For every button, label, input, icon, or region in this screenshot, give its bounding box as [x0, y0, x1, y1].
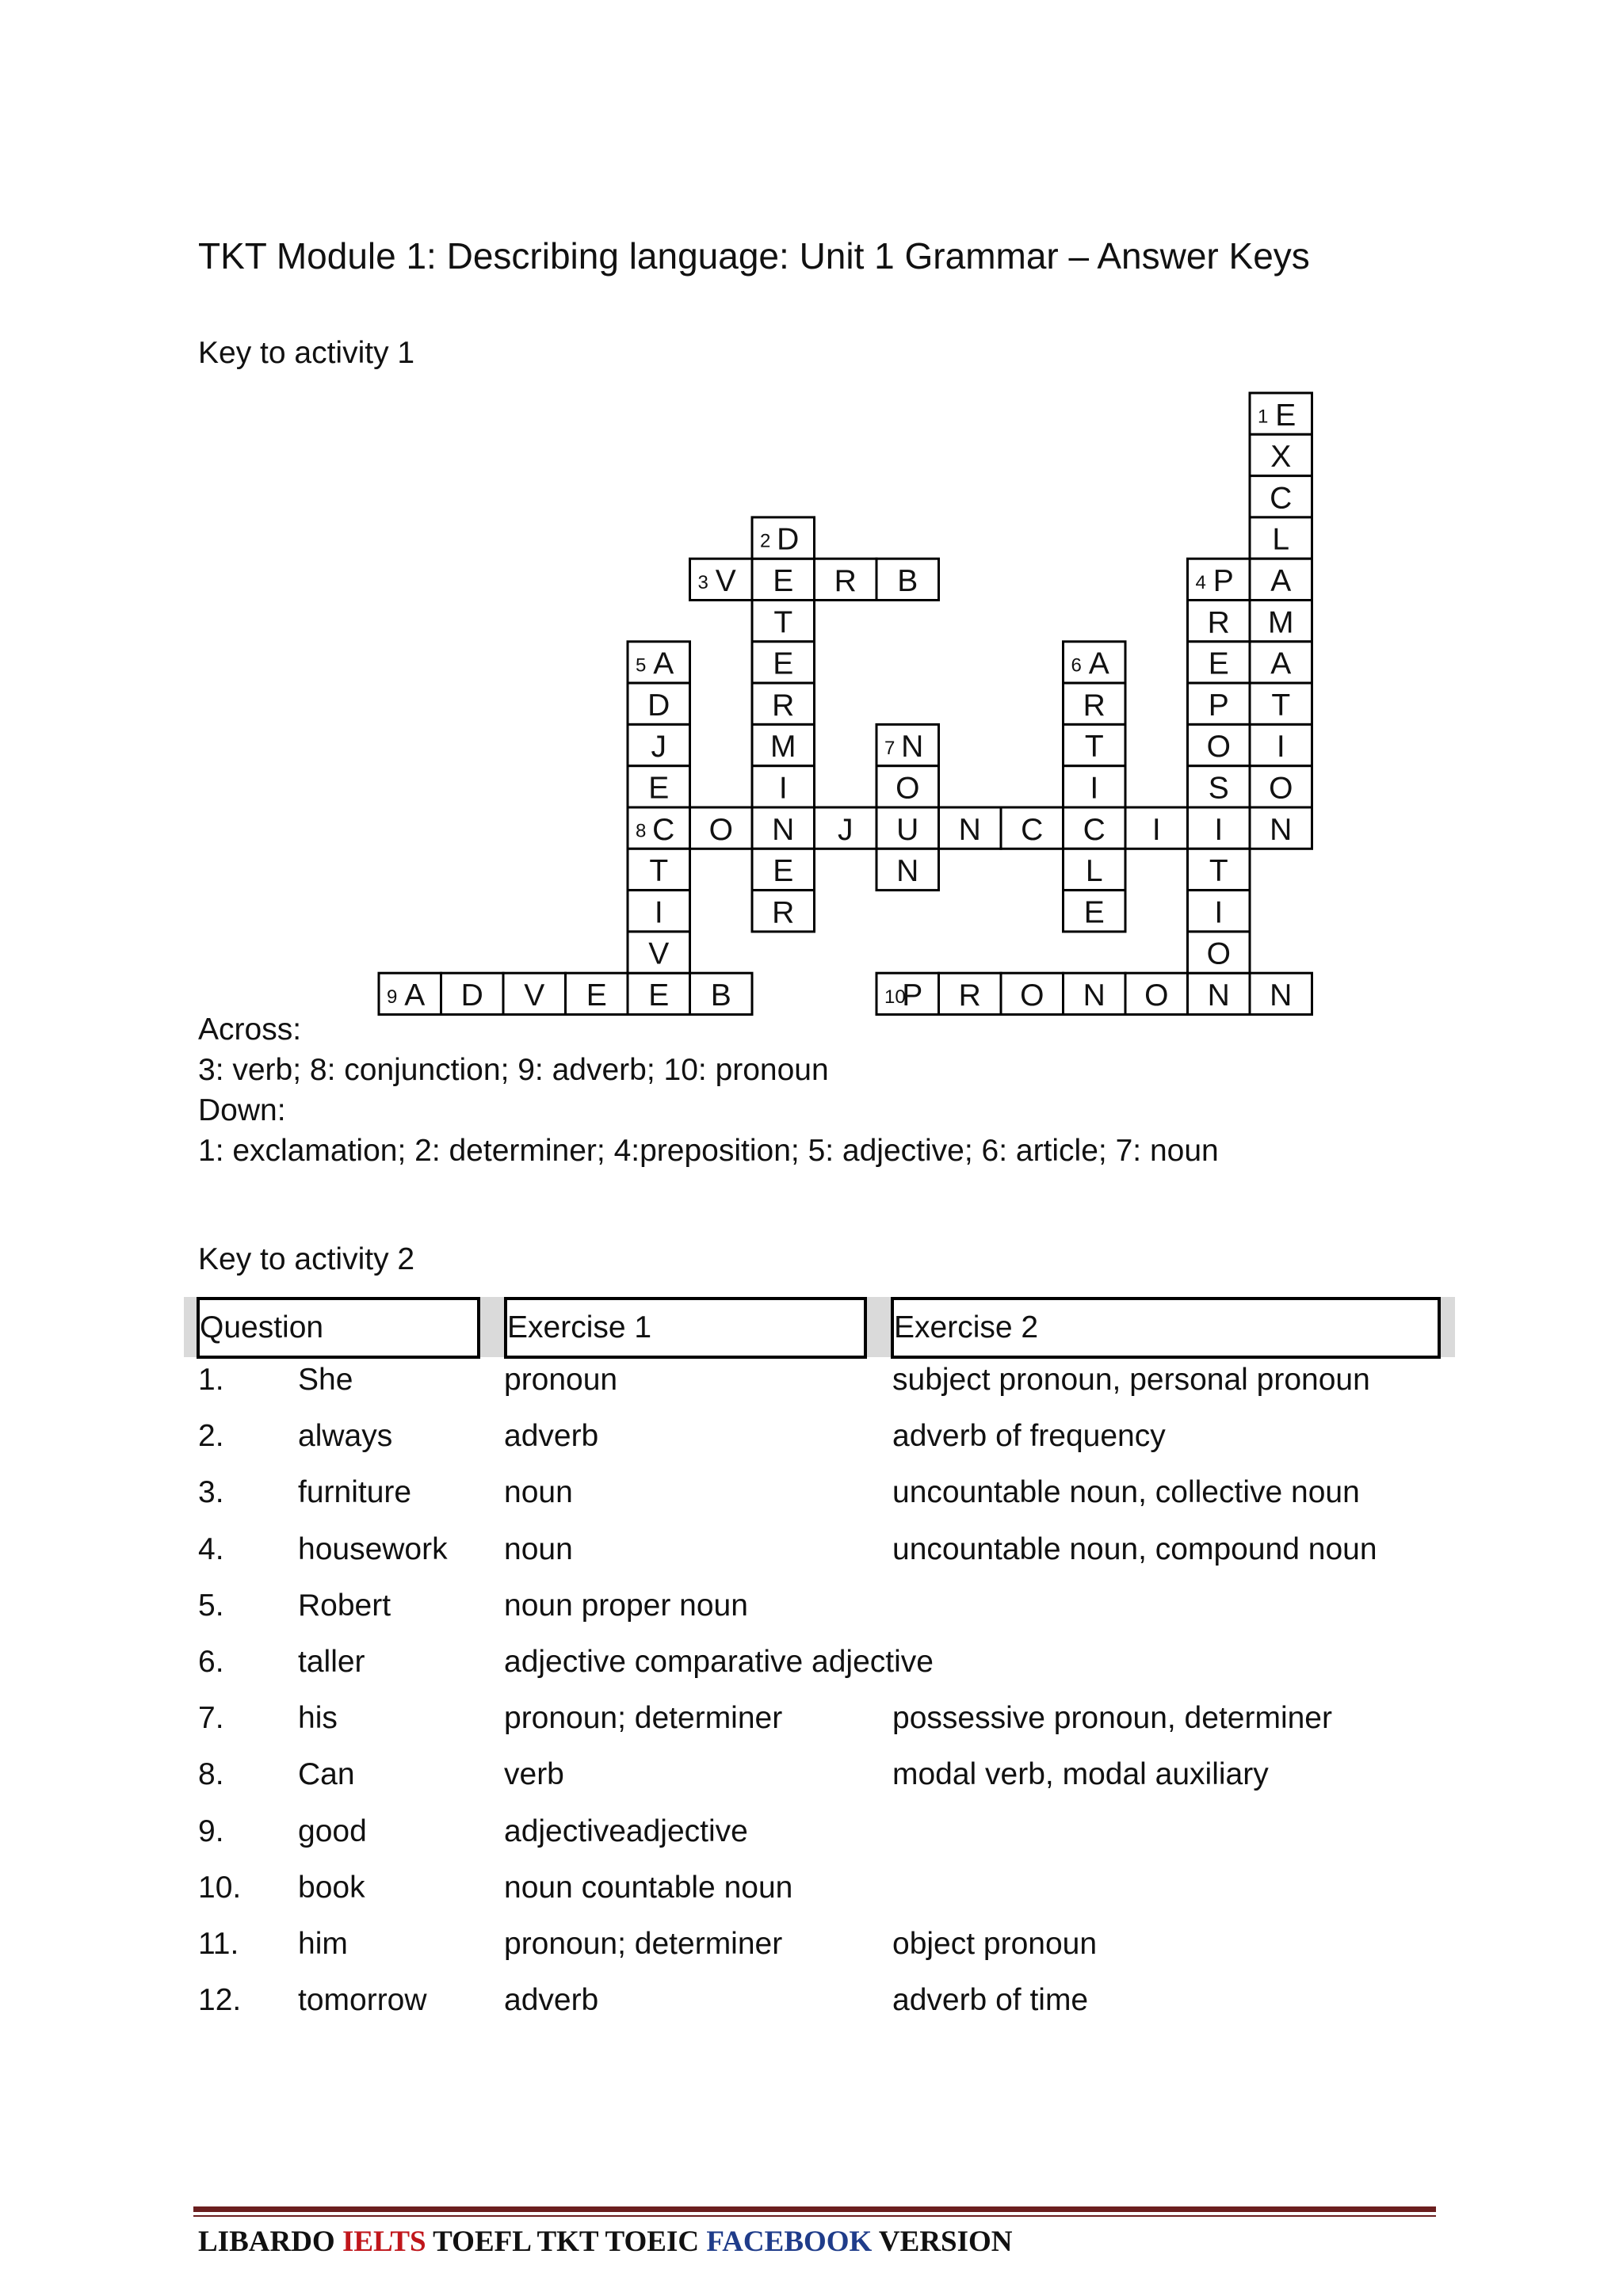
crossword-cell	[1188, 973, 1251, 1014]
crossword-cell	[876, 559, 939, 600]
cell-num: 2.	[198, 1419, 224, 1454]
crossword-cell	[815, 559, 877, 600]
cell-word: She	[298, 1363, 353, 1397]
crossword-cell	[1250, 434, 1312, 475]
cell-ex1: adjectiveadjective	[504, 1814, 748, 1848]
cell-letter: L	[1085, 854, 1103, 889]
cell-letter: A	[1270, 563, 1292, 598]
clue-number: 5	[636, 654, 647, 677]
cell-letter: N	[958, 812, 981, 847]
cell-letter: D	[460, 978, 483, 1013]
table-row	[0, 1589, 1623, 1636]
cell-word: always	[298, 1419, 393, 1454]
cell-letter: E	[586, 978, 607, 1013]
cell-word: taller	[298, 1645, 365, 1679]
cell-letter: T	[1271, 688, 1291, 723]
cell-letter: E	[773, 563, 794, 598]
cell-letter: R	[772, 895, 795, 930]
crossword-cell	[1188, 807, 1251, 849]
table-row	[0, 1814, 1623, 1862]
crossword-cell	[690, 559, 753, 600]
cell-letter: V	[715, 563, 736, 598]
cell-num: 6.	[198, 1645, 224, 1679]
crossword-cell	[1250, 559, 1312, 600]
crossword-cell	[752, 517, 815, 559]
crossword-cell	[1250, 683, 1312, 724]
table-row	[0, 1645, 1623, 1692]
clue-list	[198, 1009, 1219, 1171]
cell-letter: J	[838, 812, 854, 847]
cell-letter: I	[1090, 771, 1099, 806]
crossword-cell	[1001, 973, 1064, 1014]
crossword-cell	[628, 807, 690, 849]
cell-letter: O	[1020, 978, 1044, 1013]
cell-letter: P	[902, 978, 923, 1013]
cell-word: Can	[298, 1757, 355, 1792]
crossword-cell	[1250, 766, 1312, 807]
crossword-cell	[876, 849, 939, 890]
crossword-cell	[1064, 766, 1126, 807]
cell-letter: B	[710, 978, 731, 1013]
header-exercise-1: Exercise 1	[504, 1297, 867, 1359]
cell-letter: E	[648, 978, 670, 1013]
crossword-cell	[1188, 559, 1251, 600]
crossword-cell	[503, 973, 566, 1014]
cell-ex1: pronoun	[504, 1363, 618, 1397]
crossword-cell	[1064, 683, 1126, 724]
cell-ex2: object pronoun	[892, 1927, 1098, 1961]
cell-letter: V	[524, 978, 545, 1013]
cell-letter: A	[1270, 646, 1292, 681]
clue-number: 6	[1071, 654, 1082, 677]
crossword-cell	[1064, 891, 1126, 932]
cell-letter: N	[1207, 978, 1230, 1013]
crossword-cell	[1188, 601, 1251, 642]
crossword-cell	[1001, 807, 1064, 849]
crossword-cell	[876, 807, 939, 849]
table-row	[0, 1419, 1623, 1466]
cell-letter: P	[1212, 563, 1234, 598]
crossword-cell	[628, 766, 690, 807]
cell-letter: V	[648, 936, 670, 971]
crossword-cell	[1064, 973, 1126, 1014]
footer-part-3: TOEFL TKT TOEIC	[426, 2225, 707, 2258]
cell-letter: I	[1214, 895, 1224, 930]
crossword-cell	[752, 849, 815, 890]
cell-letter: N	[901, 730, 924, 765]
crossword-cell	[752, 891, 815, 932]
cell-num: 9.	[198, 1814, 224, 1848]
cell-letter: L	[1272, 522, 1290, 557]
crossword-cell	[1125, 973, 1188, 1014]
footer-part-ielts: IELTS	[342, 2225, 426, 2258]
crossword-cell	[1064, 807, 1126, 849]
clue-number: 1	[1258, 406, 1269, 428]
cell-letter: N	[772, 812, 795, 847]
cell-letter: I	[654, 895, 663, 930]
crossword-cell	[1250, 601, 1312, 642]
cell-letter: A	[653, 646, 674, 681]
cell-letter: N	[896, 854, 919, 889]
crossword-cell	[1250, 807, 1312, 849]
cell-letter: E	[648, 771, 670, 806]
cell-letter: N	[1270, 812, 1293, 847]
cell-letter: D	[777, 522, 800, 557]
cell-letter: C	[652, 812, 675, 847]
cell-letter: J	[651, 730, 666, 765]
cell-letter: E	[1208, 646, 1229, 681]
crossword-cell	[1250, 393, 1312, 434]
crossword-cell	[752, 724, 815, 765]
cell-letter: O	[896, 771, 920, 806]
footer-part-5: VERSION	[872, 2225, 1013, 2258]
table-row	[0, 1757, 1623, 1805]
cell-letter: E	[773, 646, 794, 681]
cell-letter: R	[1207, 605, 1230, 640]
cell-letter: D	[647, 688, 670, 723]
cell-word: good	[298, 1814, 367, 1848]
cell-letter: X	[1270, 440, 1292, 475]
cell-letter: C	[1021, 812, 1044, 847]
crossword-cell	[628, 932, 690, 973]
cell-letter: R	[1083, 688, 1106, 723]
cell-ex1: noun proper noun	[504, 1588, 748, 1623]
cell-ex2: adverb of frequency	[892, 1419, 1166, 1454]
clue-number: 9	[387, 986, 398, 1008]
crossword-cell	[939, 973, 1002, 1014]
crossword-cell	[1250, 724, 1312, 765]
cell-ex2: subject pronoun, personal pronoun	[892, 1363, 1370, 1397]
header-exercise-2: Exercise 2	[891, 1297, 1441, 1359]
cell-letter: C	[1270, 481, 1293, 516]
cell-letter: I	[1276, 730, 1285, 765]
crossword-cell	[876, 724, 939, 765]
table-row	[0, 1475, 1623, 1523]
crossword-cell	[1250, 476, 1312, 517]
cell-letter: O	[1206, 730, 1231, 765]
crossword-cell	[628, 849, 690, 890]
cell-letter: I	[1214, 812, 1224, 847]
cell-word: housework	[298, 1531, 448, 1566]
crossword-cell	[1188, 642, 1251, 683]
crossword-cell	[628, 891, 690, 932]
cell-letter: N	[1270, 978, 1293, 1013]
crossword-cell	[1064, 849, 1126, 890]
crossword-cell	[1188, 724, 1251, 765]
cell-letter: A	[1088, 646, 1109, 681]
cell-letter: A	[404, 978, 426, 1013]
cell-letter: R	[958, 978, 981, 1013]
cell-ex2: possessive pronoun, determiner	[892, 1701, 1332, 1736]
clue-number: 3	[697, 571, 708, 593]
crossword-cell	[690, 973, 753, 1014]
footer-part-facebook: FACEBOOK	[706, 2225, 873, 2258]
clue-number: 10	[884, 986, 906, 1008]
crossword-cell	[1250, 517, 1312, 559]
cell-ex2: adverb of time	[892, 1983, 1089, 2018]
across-heading: Across:	[198, 1013, 302, 1047]
crossword-cell	[752, 642, 815, 683]
cell-letter: T	[1209, 854, 1228, 889]
clue-number: 2	[760, 530, 771, 552]
crossword-cell	[1188, 683, 1251, 724]
cell-letter: E	[1275, 398, 1296, 433]
cell-num: 7.	[198, 1701, 224, 1736]
cell-letter: M	[1268, 605, 1294, 640]
crossword-cell	[1188, 891, 1251, 932]
crossword-cell	[815, 807, 877, 849]
crossword-cell	[628, 724, 690, 765]
crossword-cell	[1064, 724, 1126, 765]
footer-part-1: LIBARDO	[198, 2225, 342, 2258]
table-row	[0, 1701, 1623, 1749]
crossword-cell	[1188, 766, 1251, 807]
crossword-cell	[690, 807, 753, 849]
cell-letter: M	[770, 730, 796, 765]
cell-word: his	[298, 1701, 338, 1736]
cell-num: 1.	[198, 1363, 224, 1397]
crossword-cell	[1250, 973, 1312, 1014]
cell-word: book	[298, 1870, 365, 1905]
crossword-cell	[1250, 642, 1312, 683]
cell-letter: S	[1208, 771, 1229, 806]
cell-ex2: uncountable noun, collective noun	[892, 1475, 1360, 1510]
cell-num: 5.	[198, 1588, 224, 1623]
cell-num: 10.	[198, 1870, 242, 1905]
cell-letter: I	[778, 771, 788, 806]
table-row	[0, 1532, 1623, 1580]
cell-letter: T	[1084, 730, 1104, 765]
cell-ex1: pronoun; determiner	[504, 1927, 783, 1961]
cell-letter: O	[1206, 936, 1231, 971]
cell-letter: C	[1083, 812, 1106, 847]
across-answers: 3: verb; 8: conjunction; 9: adverb; 10: pronoun	[198, 1053, 829, 1087]
down-answers: 1: exclamation; 2: determiner; 4:preposition; 5: adjective; 6: article; 7: noun	[198, 1134, 1219, 1168]
cell-num: 8.	[198, 1757, 224, 1792]
cell-letter: U	[896, 812, 919, 847]
cell-ex1: noun	[504, 1531, 573, 1566]
crossword-cell	[1188, 932, 1251, 973]
crossword-cell	[441, 973, 504, 1014]
cell-ex1: verb	[504, 1757, 564, 1792]
cell-ex1: adverb	[504, 1419, 599, 1454]
cell-ex1: adjective comparative adjective	[504, 1645, 934, 1679]
table-row	[0, 1927, 1623, 1974]
footer-rule-thin	[193, 2215, 1436, 2217]
cell-word: him	[298, 1927, 348, 1961]
cell-letter: E	[773, 854, 794, 889]
cell-letter: P	[1208, 688, 1229, 723]
crossword-cell	[752, 601, 815, 642]
crossword-cell	[752, 559, 815, 600]
cell-letter: R	[772, 688, 795, 723]
table-row	[0, 1983, 1623, 2031]
cell-num: 3.	[198, 1475, 224, 1510]
crossword-cell	[628, 973, 690, 1014]
cell-word: tomorrow	[298, 1983, 427, 2018]
cell-letter: T	[649, 854, 669, 889]
activity1-heading: Key to activity 1	[198, 336, 415, 370]
cell-letter: O	[1269, 771, 1293, 806]
cell-letter: O	[1144, 978, 1169, 1013]
down-heading: Down:	[198, 1093, 286, 1127]
footer-rule	[193, 2206, 1436, 2212]
clue-number: 4	[1195, 571, 1206, 593]
crossword-cell	[752, 683, 815, 724]
cell-num: 11.	[198, 1927, 239, 1961]
cell-ex1: noun countable noun	[504, 1870, 793, 1905]
crossword-cell	[1125, 807, 1188, 849]
table-row	[0, 1363, 1623, 1410]
cell-word: Robert	[298, 1588, 391, 1623]
crossword-cell	[379, 973, 441, 1014]
cell-ex1: pronoun; determiner	[504, 1701, 783, 1736]
cell-letter: R	[834, 563, 857, 598]
cell-letter: B	[897, 563, 918, 598]
crossword-cell	[628, 683, 690, 724]
cell-letter: E	[1083, 895, 1105, 930]
crossword-cell	[1064, 642, 1126, 683]
crossword-cell	[876, 973, 939, 1014]
cell-letter: O	[708, 812, 733, 847]
cell-ex2: uncountable noun, compound noun	[892, 1531, 1377, 1566]
activity2-heading: Key to activity 2	[198, 1242, 415, 1276]
cell-num: 12.	[198, 1983, 242, 2018]
clue-number: 7	[884, 738, 896, 760]
cell-ex1: noun	[504, 1475, 573, 1510]
crossword-cell	[876, 766, 939, 807]
cell-ex1: adverb	[504, 1983, 599, 2018]
crossword-cell	[1188, 849, 1251, 890]
crossword-cell	[628, 642, 690, 683]
cell-letter: I	[1151, 812, 1161, 847]
cell-letter: N	[1083, 978, 1106, 1013]
cell-ex2: modal verb, modal auxiliary	[892, 1757, 1269, 1792]
table-row	[0, 1871, 1623, 1918]
crossword-cell	[752, 766, 815, 807]
header-question: Question	[197, 1297, 480, 1359]
cell-num: 4.	[198, 1531, 224, 1566]
clue-number: 8	[636, 820, 647, 842]
crossword-cell	[752, 807, 815, 849]
footer-text	[198, 2225, 1013, 2259]
cell-word: furniture	[298, 1475, 412, 1510]
cell-letter: T	[773, 605, 793, 640]
page-title: TKT Module 1: Describing language: Unit 1 Grammar – Answer Keys	[198, 235, 1310, 277]
crossword-cell	[566, 973, 628, 1014]
crossword-cell	[939, 807, 1002, 849]
